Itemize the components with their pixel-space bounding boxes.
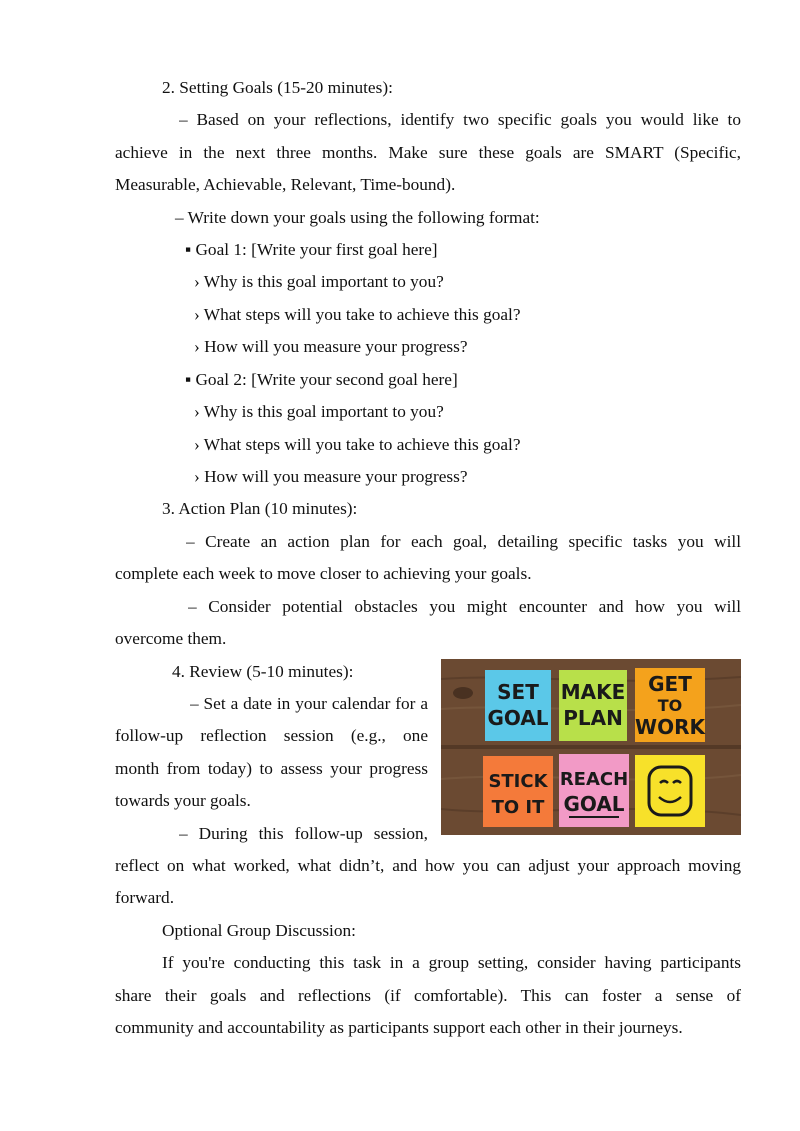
sticky-note-smiley [635, 755, 705, 827]
review-paragraph-line: – Set a date in your calendar for a [190, 694, 428, 713]
sticky-note-reach-goal [559, 754, 629, 827]
goal-2-question: › How will you measure your progress? [194, 467, 468, 486]
group-discussion-paragraph-line: share their goals and reflections (if comfortable). This can foster a sense of [115, 986, 741, 1005]
goal-2-item: ▪ Goal 2: [Write your second goal here] [185, 370, 458, 389]
action-plan-paragraph-line: – Create an action plan for each goal, detailing specific tasks you will [186, 532, 741, 551]
note-text-work: WORK [635, 715, 705, 739]
review-paragraph-line: follow-up reflection session (e.g., one [115, 726, 428, 745]
section-heading-review: 4. Review (5-10 minutes): [172, 662, 354, 681]
note-text-set: SET [497, 680, 539, 704]
sticky-note-make-plan [559, 670, 627, 741]
review-paragraph-line: towards your goals. [115, 791, 251, 810]
group-discussion-paragraph-line: community and accountability as participants support each other in their journeys. [115, 1018, 683, 1037]
setting-goals-paragraph-line: Measurable, Achievable, Relevant, Time-bound). [115, 175, 456, 194]
note-text-stick: STICK [488, 771, 548, 792]
sticky-note-stick-to-it [483, 756, 553, 827]
sticky-note-set-goal [485, 670, 551, 741]
goal-format-instruction: – Write down your goals using the following format: [175, 208, 540, 227]
review-paragraph-line: forward. [115, 888, 175, 907]
action-plan-paragraph-line: overcome them. [115, 629, 227, 648]
setting-goals-paragraph-line: – Based on your reflections, identify two specific goals you would like to [179, 110, 741, 129]
note-text-to: TO [657, 696, 683, 715]
group-discussion-paragraph-line: If you're conducting this task in a group setting, consider having participants [162, 953, 741, 972]
wood-knot [453, 687, 473, 699]
goal-1-item: ▪ Goal 1: [Write your first goal here] [185, 240, 438, 259]
note-text-goal: GOAL [487, 706, 549, 730]
goal-2-question: › What steps will you take to achieve this goal? [194, 435, 521, 454]
section-heading-action-plan: 3. Action Plan (10 minutes): [162, 499, 358, 518]
note-text-to-it: TO IT [491, 797, 545, 818]
sticky-note-get-to-work [635, 668, 706, 742]
section-heading-setting-goals: 2. Setting Goals (15-20 minutes): [162, 78, 393, 97]
action-plan-paragraph-line: complete each week to move closer to achieving your goals. [115, 564, 532, 583]
action-plan-paragraph-line: – Consider potential obstacles you might encounter and how you will [188, 597, 741, 616]
sticky-notes-image [441, 659, 741, 835]
review-paragraph-line: month from today) to assess your progress [115, 759, 428, 778]
goal-1-question: › What steps will you take to achieve this goal? [194, 305, 521, 324]
review-paragraph-line: – During this follow-up session, [179, 824, 428, 843]
sticky-notes-illustration [441, 659, 741, 835]
review-paragraph-line: reflect on what worked, what didn’t, and how you can adjust your approach moving [115, 856, 741, 875]
note-text-goal-2: GOAL [563, 792, 625, 816]
note-text-reach: REACH [559, 769, 629, 790]
setting-goals-paragraph-line: achieve in the next three months. Make sure these goals are SMART (Specific, [115, 143, 741, 162]
goal-1-question: › How will you measure your progress? [194, 337, 468, 356]
goal-2-question: › Why is this goal important to you? [194, 402, 444, 421]
note-text-make: MAKE [560, 680, 626, 704]
note-text-plan: PLAN [563, 706, 623, 730]
section-heading-group-discussion: Optional Group Discussion: [162, 921, 356, 940]
goal-1-question: › Why is this goal important to you? [194, 272, 444, 291]
note-text-get: GET [648, 672, 692, 696]
